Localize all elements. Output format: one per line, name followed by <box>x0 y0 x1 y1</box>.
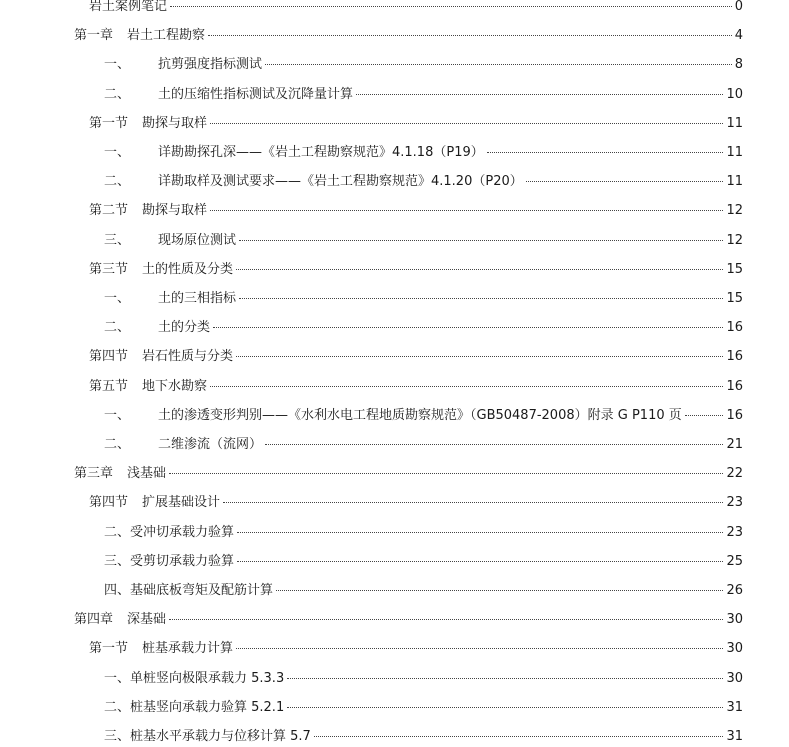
toc-entry-number: 一、 <box>104 291 131 306</box>
toc-dot-leader <box>239 240 723 241</box>
toc-entry-number: 二、 <box>104 86 131 102</box>
toc-dot-leader <box>239 298 723 299</box>
toc-entry[interactable] <box>104 55 743 75</box>
toc-entry[interactable] <box>104 85 743 105</box>
toc-entry-title: 土的压缩性指标测试及沉降量计算 <box>158 86 354 102</box>
toc-entry[interactable] <box>74 464 743 484</box>
toc-entry-title: 岩石性质与分类 <box>142 349 234 365</box>
toc-entry[interactable] <box>89 639 743 659</box>
toc-dot-leader <box>265 64 732 65</box>
toc-dot-leader <box>236 648 723 649</box>
toc-dot-leader <box>265 444 723 445</box>
toc-entry[interactable] <box>104 143 743 163</box>
toc-entry-title: 四、基础底板弯矩及配筋计算 <box>104 583 274 598</box>
toc-dot-leader <box>487 152 724 153</box>
toc-page-number: 11 <box>726 145 743 160</box>
toc-entry[interactable] <box>89 114 743 134</box>
toc-page-number: 21 <box>726 437 743 452</box>
toc-entry-title: 浅基础 <box>127 466 167 482</box>
toc-entry-number: 第四节 <box>89 349 129 365</box>
toc-entry[interactable] <box>104 552 743 572</box>
toc-page-number: 30 <box>726 612 743 628</box>
toc-entry[interactable] <box>104 172 743 192</box>
toc-entry[interactable] <box>104 523 743 543</box>
toc-dot-leader <box>237 532 723 533</box>
toc-dot-leader <box>685 415 724 416</box>
toc-entry-title: 详勘勘探孔深——《岩土工程勘察规范》4.1.18（P19） <box>158 145 484 160</box>
toc-entry[interactable] <box>104 289 743 309</box>
toc-entry-title: 二维渗流（流网） <box>158 437 263 452</box>
toc-entry-title: 现场原位测试 <box>158 232 237 248</box>
toc-entry[interactable] <box>104 406 743 426</box>
toc-page-number: 31 <box>726 729 743 744</box>
toc-page-number: 16 <box>726 349 743 365</box>
toc-entry-title: 三、受剪切承载力验算 <box>104 553 235 569</box>
toc-entry-number: 第一章 <box>74 28 114 44</box>
toc-entry-title: 勘探与取样 <box>142 115 208 131</box>
toc-entry[interactable] <box>89 201 743 221</box>
toc-entry[interactable] <box>74 26 743 46</box>
toc-dot-leader <box>213 327 723 328</box>
toc-entry-title: 地下水勘察 <box>142 378 208 394</box>
toc-page-number: 30 <box>726 670 743 686</box>
toc-entry-title: 土的性质及分类 <box>142 261 234 277</box>
toc-entry-title: 桩基承载力计算 <box>142 641 234 657</box>
toc-page-number: 8 <box>734 57 743 73</box>
toc-page-number: 16 <box>726 407 743 423</box>
toc-page-number: 0 <box>734 0 743 14</box>
toc-entry-number: 第三章 <box>74 466 114 482</box>
toc-entry-title: 一、单桩竖向极限承载力 5.3.3 <box>104 670 285 686</box>
toc-entry-title: 详勘取样及测试要求——《岩土工程勘察规范》4.1.20（P20） <box>158 174 523 190</box>
toc-dot-leader <box>208 35 732 36</box>
toc-page-number: 25 <box>726 553 743 569</box>
toc-dot-leader <box>526 181 724 182</box>
toc-page-number: 23 <box>726 495 743 511</box>
toc-dot-leader <box>236 356 723 357</box>
toc-entry[interactable] <box>104 698 743 718</box>
toc-page-number: 15 <box>726 291 743 306</box>
toc-dot-leader <box>210 123 723 124</box>
toc-dot-leader <box>210 386 723 387</box>
toc-dot-leader <box>314 736 724 737</box>
toc-page-number: 11 <box>726 174 743 190</box>
toc-dot-leader <box>210 210 723 211</box>
toc-entry-number: 第二节 <box>89 203 129 219</box>
toc-entry-number: 第五节 <box>89 378 129 394</box>
toc-entry[interactable] <box>89 260 743 280</box>
toc-dot-leader <box>237 561 723 562</box>
toc-entry[interactable] <box>104 669 743 689</box>
toc-entry-title: 二、桩基竖向承载力验算 5.2.1 <box>104 699 285 715</box>
toc-entry[interactable] <box>104 727 743 747</box>
toc-dot-leader <box>276 590 723 591</box>
toc-page-number: 26 <box>726 583 743 598</box>
toc-entry-number: 一、 <box>104 57 131 73</box>
toc-entry-number: 一、 <box>104 145 131 160</box>
toc-entry[interactable] <box>89 493 743 513</box>
toc-entry-title: 扩展基础设计 <box>142 495 221 511</box>
toc-page-number: 10 <box>726 86 743 102</box>
toc-entry-title: 岩土案例笔记 <box>89 0 168 14</box>
toc-dot-leader <box>287 678 723 679</box>
toc-entry-number: 二、 <box>104 320 131 336</box>
toc-dot-leader <box>356 94 723 95</box>
toc-page-number: 31 <box>726 699 743 715</box>
toc-dot-leader <box>170 6 732 7</box>
toc-entry-number: 第三节 <box>89 261 129 277</box>
toc-dot-leader <box>223 502 723 503</box>
toc-entry[interactable] <box>104 231 743 251</box>
toc-entry-title: 三、桩基水平承载力与位移计算 5.7 <box>104 729 311 744</box>
toc-entry[interactable] <box>89 377 743 397</box>
toc-page-number: 12 <box>726 203 743 219</box>
toc-page-number: 22 <box>726 466 743 482</box>
toc-entry[interactable] <box>89 347 743 367</box>
toc-entry-title: 抗剪强度指标测试 <box>158 57 263 73</box>
toc-entry-title: 土的渗透变形判别——《水利水电工程地质勘察规范》（GB50487-2008）附录 G P110 页 <box>158 407 682 423</box>
toc-entry-number: 二、 <box>104 174 131 190</box>
toc-page-number: 12 <box>726 232 743 248</box>
toc-entry[interactable] <box>104 581 743 601</box>
toc-page-number: 4 <box>734 28 743 44</box>
toc-entry[interactable] <box>104 318 743 338</box>
toc-entry-number: 三、 <box>104 232 131 248</box>
toc-entry-title: 勘探与取样 <box>142 203 208 219</box>
toc-dot-leader <box>169 619 723 620</box>
toc-dot-leader <box>169 473 723 474</box>
toc-entry-number: 二、 <box>104 437 131 452</box>
toc-page-number: 30 <box>726 641 743 657</box>
toc-entry-number: 第四节 <box>89 495 129 511</box>
toc-entry[interactable] <box>89 0 743 17</box>
toc-entry-title: 土的分类 <box>158 320 211 336</box>
toc-entry-number: 第一节 <box>89 115 129 131</box>
toc-entry-number: 第四章 <box>74 612 114 628</box>
toc-entry[interactable] <box>74 610 743 630</box>
toc-dot-leader <box>236 269 723 270</box>
toc-entry-title: 二、受冲切承载力验算 <box>104 524 235 540</box>
toc-entry-title: 土的三相指标 <box>158 291 237 306</box>
toc-entry-number: 第一节 <box>89 641 129 657</box>
toc-entry-title: 深基础 <box>127 612 167 628</box>
toc-entry-number: 一、 <box>104 407 131 423</box>
toc-page-number: 23 <box>726 524 743 540</box>
toc-page-number: 11 <box>726 115 743 131</box>
toc-page-number: 15 <box>726 261 743 277</box>
toc-entry[interactable] <box>104 435 743 455</box>
toc-entry-title: 岩土工程勘察 <box>127 28 206 44</box>
toc-page-number: 16 <box>726 320 743 336</box>
toc-page-number: 16 <box>726 378 743 394</box>
toc-dot-leader <box>287 707 723 708</box>
